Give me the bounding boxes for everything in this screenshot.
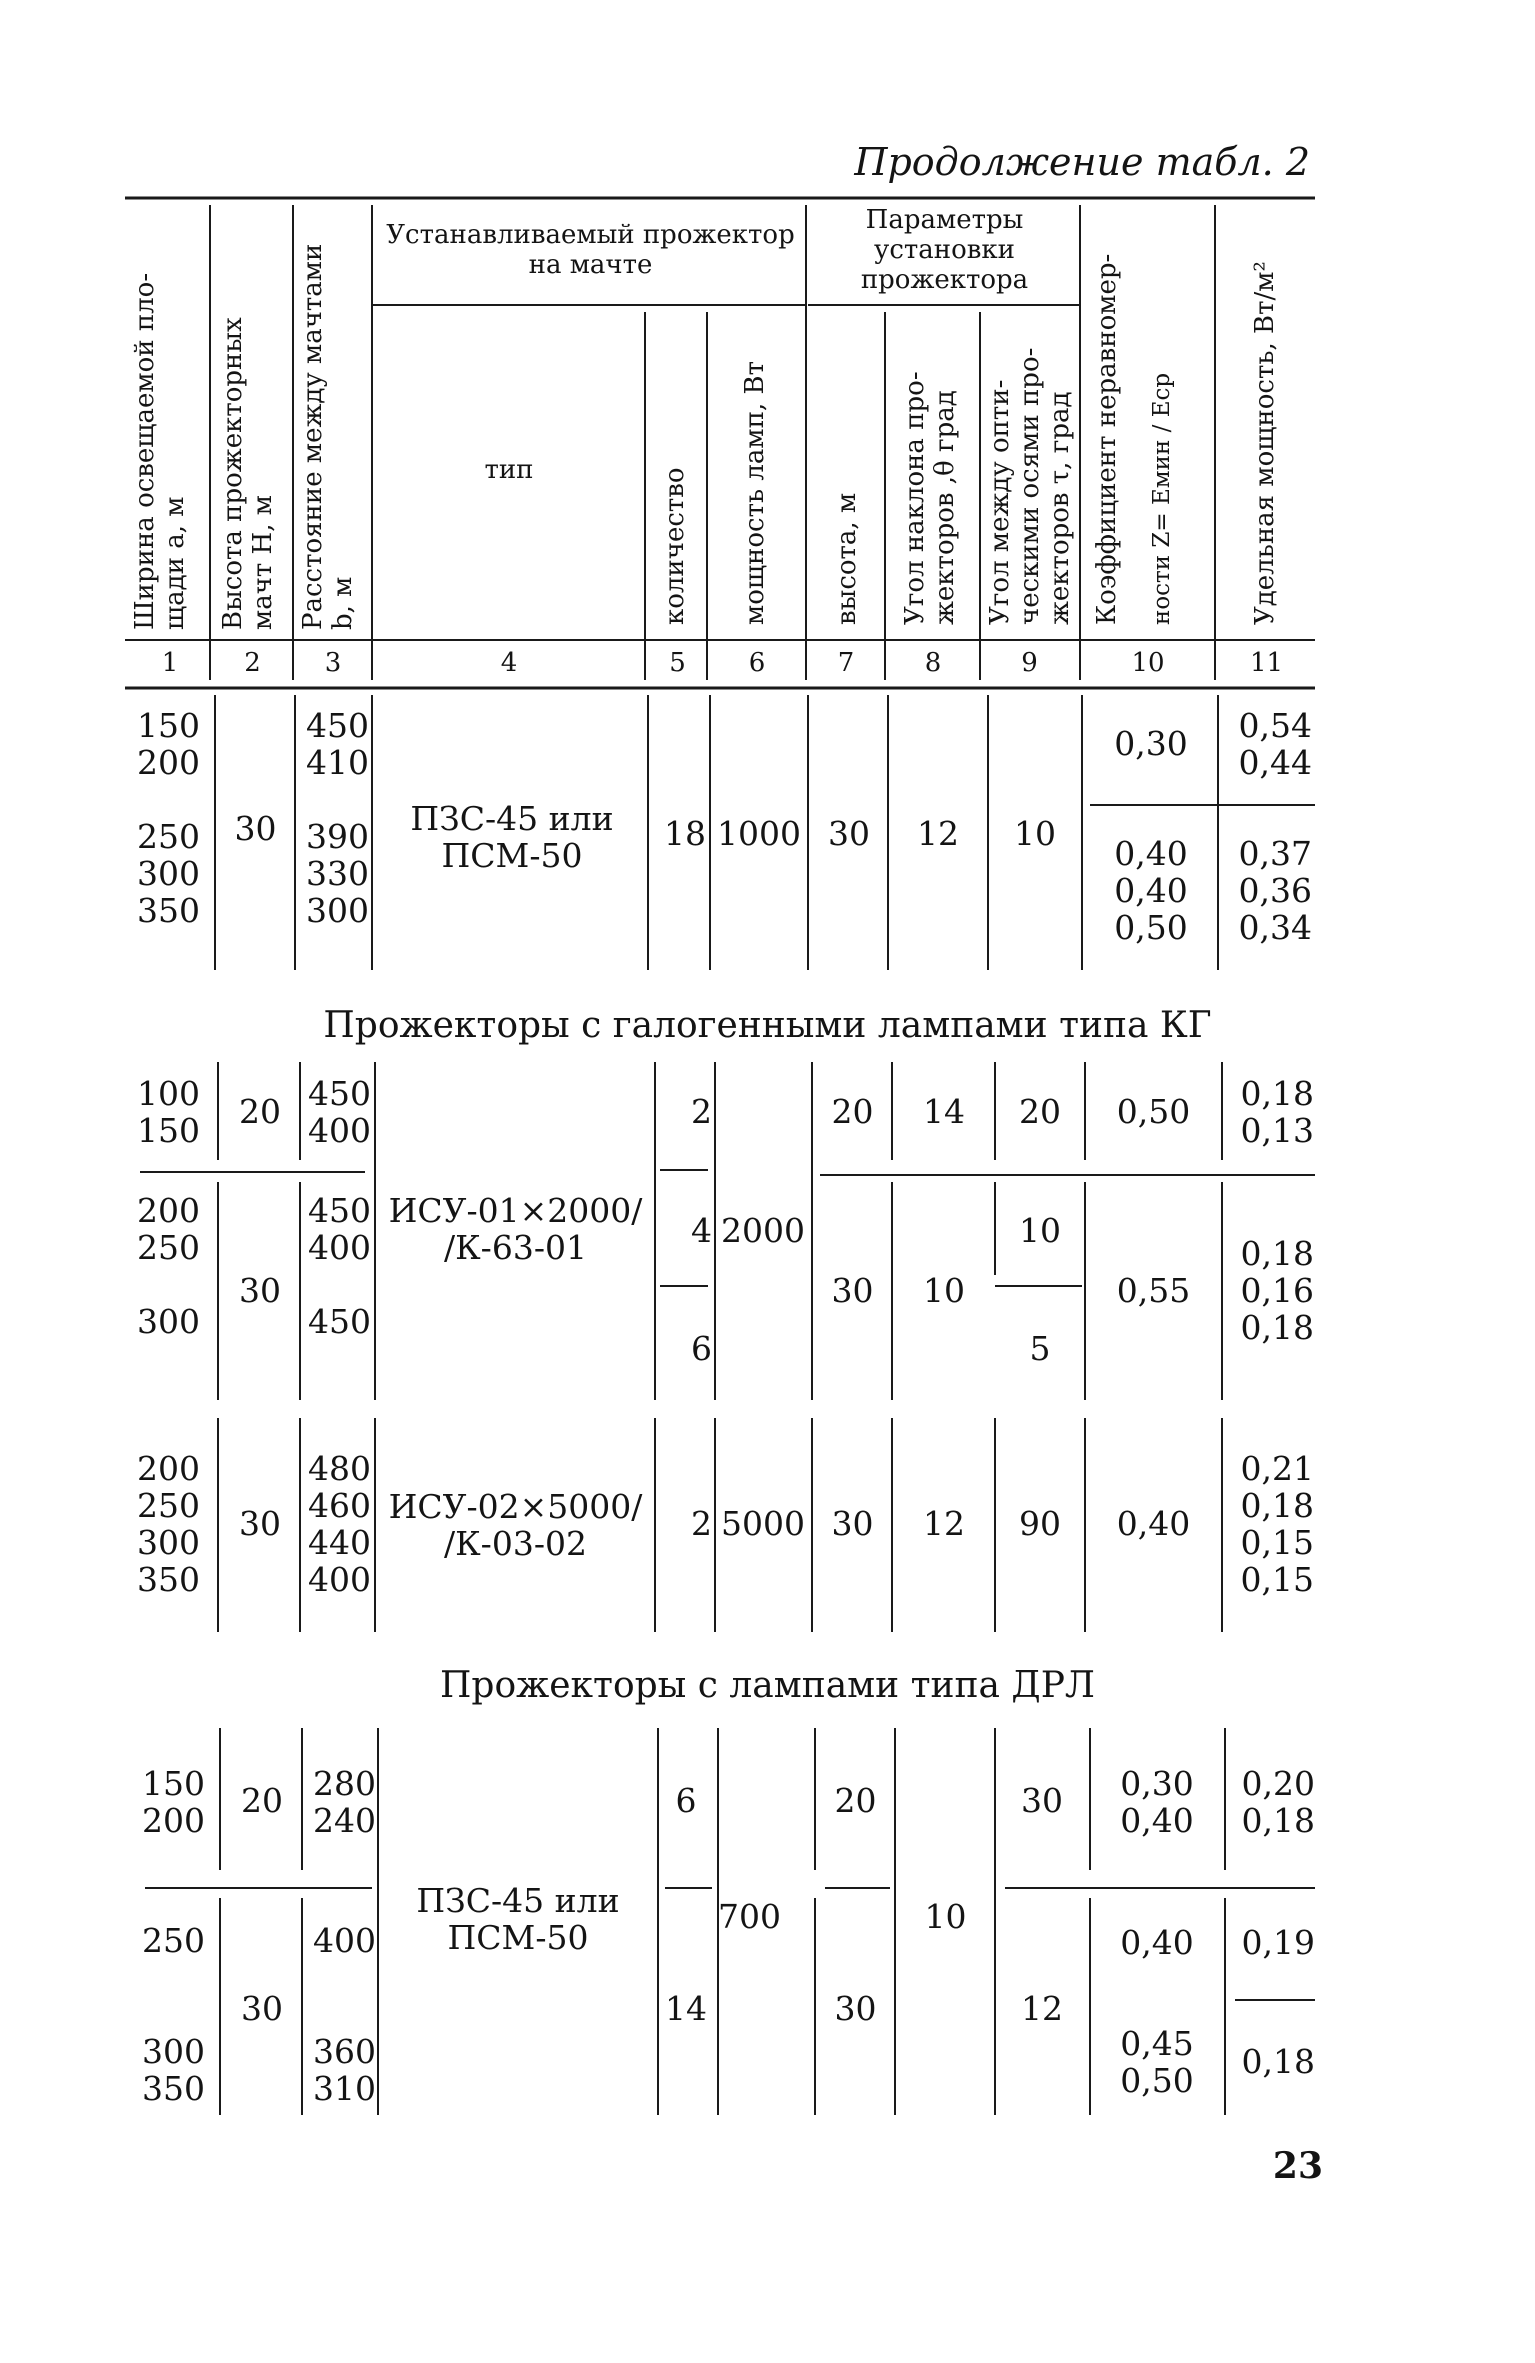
b4-angle-2: 12	[1021, 1989, 1063, 2028]
section-kg-title: Прожекторы с галогенными лампами типа КГ	[323, 1005, 1212, 1046]
colnum-7: 7	[837, 648, 855, 678]
b1-distance: 450 410 390 330 300	[306, 706, 369, 930]
b3-distance: 480 460 440 400	[308, 1449, 371, 1599]
b4-w-2: 0,19	[1241, 1923, 1315, 1962]
colnum-6: 6	[748, 648, 766, 678]
b2-width-1: 100 150	[137, 1074, 200, 1150]
b3-mast-height: 30	[239, 1504, 281, 1543]
b2-angle-2b: 5	[1029, 1329, 1051, 1368]
b4-qty-1: 6	[675, 1781, 697, 1820]
b4-height-1: 20	[834, 1781, 877, 1820]
header-group-projector: Устанавливаемый прожектор на мачте	[386, 220, 795, 280]
b2-type: ИСУ-01×2000/ /К-63-01	[388, 1191, 643, 1267]
header-col10-line2: ности Z= Eмин / Eср	[1149, 372, 1175, 625]
b1-tilt: 12	[917, 814, 959, 853]
header-col8-line2: жекторов ,θ град	[930, 390, 960, 625]
b3-angle: 90	[1019, 1504, 1061, 1543]
header-col6: мощность ламп, Вт	[740, 361, 770, 625]
b2-tilt-2: 10	[923, 1271, 965, 1310]
b2-angle-2a: 10	[1019, 1211, 1061, 1250]
b1-power: 1000	[717, 814, 801, 853]
b1-angle: 10	[1014, 814, 1056, 853]
b4-z-1: 0,30 0,40	[1120, 1764, 1194, 1840]
header-col9	[985, 348, 1075, 625]
header-col7: высота, м	[832, 492, 862, 625]
header-col3	[298, 244, 358, 630]
b4-distance-1: 280 240	[313, 1764, 376, 1840]
b2-mast-height-2: 30	[239, 1271, 281, 1310]
header-col10	[1092, 254, 1177, 625]
b4-w-1: 0,20 0,18	[1241, 1764, 1315, 1840]
b4-z-3: 0,45 0,50	[1120, 2024, 1194, 2100]
header-col9-line1: Угол между опти-	[985, 379, 1015, 625]
b2-width-2: 200 250 300	[137, 1191, 200, 1341]
header-col9-line3: жекторов τ, град	[1045, 391, 1075, 625]
colnum-3: 3	[324, 648, 342, 678]
b2-mast-height-1: 20	[239, 1092, 281, 1131]
b4-power: 700	[718, 1897, 781, 1936]
b2-z-1: 0,50	[1116, 1092, 1191, 1131]
b2-qty-1: 2	[691, 1092, 712, 1131]
header-col1-line1: Ширина освещаемой пло-	[130, 272, 160, 630]
colnum-1: 1	[161, 648, 179, 678]
page-number: 23	[1272, 2145, 1323, 2187]
b4-z-2: 0,40	[1120, 1923, 1194, 1962]
b1-z-bottom: 0,40 0,40 0,50	[1114, 834, 1188, 947]
b2-height-1: 20	[831, 1092, 874, 1131]
b3-z: 0,40	[1116, 1504, 1191, 1543]
colnum-8: 8	[924, 648, 942, 678]
b2-distance-2: 450 400 450	[308, 1191, 371, 1341]
colnum-5: 5	[669, 648, 686, 678]
b4-distance-2: 400 360 310	[313, 1921, 376, 2108]
b4-tilt: 10	[924, 1897, 967, 1936]
colnum-2: 2	[244, 648, 261, 678]
b2-qty-3: 6	[691, 1329, 712, 1368]
b4-width-2: 250 300 350	[142, 1921, 205, 2108]
colnum-10: 10	[1131, 648, 1165, 678]
b4-type: ПЗС-45 или ПСМ-50	[416, 1881, 620, 1957]
colnum-9: 9	[1021, 648, 1038, 678]
header-col10-line1: Коэффициент неравномер-	[1092, 253, 1122, 625]
b1-w-bottom: 0,37 0,36 0,34	[1238, 834, 1312, 947]
b3-w: 0,21 0,18 0,15 0,15	[1240, 1449, 1314, 1599]
header-group-params: Параметры установки прожектора	[860, 205, 1029, 295]
colnum-4: 4	[500, 648, 518, 678]
b2-distance-1: 450 400	[308, 1074, 371, 1150]
b2-angle-1: 20	[1019, 1092, 1061, 1131]
header-col11: Удельная мощность, Вт/м²	[1250, 261, 1280, 625]
b4-angle-1: 30	[1021, 1781, 1063, 1820]
b3-qty: 2	[691, 1504, 712, 1543]
header-col2-line2: мачт H, м	[248, 495, 278, 630]
header-col8	[900, 371, 960, 625]
b4-height-2: 30	[834, 1989, 877, 2028]
b4-qty-2: 14	[665, 1989, 707, 2028]
b1-w-top: 0,54 0,44	[1238, 706, 1312, 782]
b1-mast-height: 30	[234, 809, 277, 848]
header-col2	[218, 317, 278, 630]
b2-tilt-1: 14	[923, 1092, 965, 1131]
header-col8-line1: Угол наклона про-	[900, 371, 930, 625]
b2-z-2: 0,55	[1116, 1271, 1191, 1310]
table-caption: Продолжение табл. 2	[854, 140, 1310, 184]
b1-height: 30	[828, 814, 870, 853]
b2-w-1: 0,18 0,13	[1240, 1074, 1314, 1150]
b2-w-2: 0,18 0,16 0,18	[1240, 1234, 1314, 1347]
b3-type: ИСУ-02×5000/ /К-03-02	[388, 1487, 643, 1563]
header-col3-line2: b, м	[328, 576, 358, 630]
b1-type: ПЗС-45 или ПСМ-50	[410, 799, 614, 875]
b2-power: 2000	[721, 1211, 805, 1250]
b1-z-top: 0,30	[1114, 724, 1188, 763]
header-col9-line2: ческими осями про-	[1015, 347, 1045, 625]
b2-height-2: 30	[831, 1271, 874, 1310]
header-col4: тип	[484, 455, 534, 485]
b1-width: 150 200 250 300 350	[137, 706, 200, 930]
b2-qty-2: 4	[691, 1211, 712, 1250]
b1-qty: 18	[664, 814, 706, 853]
b4-width-1: 150 200	[142, 1764, 205, 1840]
b4-w-3: 0,18	[1241, 2042, 1315, 2081]
b4-mast-height-1: 20	[241, 1781, 283, 1820]
b3-tilt: 12	[923, 1504, 965, 1543]
b4-mast-height-2: 30	[241, 1989, 283, 2028]
header-col1-line2: щади a, м	[160, 496, 190, 630]
header-col5: количество	[660, 467, 690, 625]
colnum-11: 11	[1249, 648, 1284, 678]
b3-width: 200 250 300 350	[137, 1449, 200, 1599]
header-col3-line1: Расстояние между мачтами	[298, 243, 328, 630]
header-col2-line1: Высота прожекторных	[218, 317, 248, 630]
b3-height: 30	[831, 1504, 874, 1543]
section-drl-title: Прожекторы с лампами типа ДРЛ	[440, 1665, 1095, 1706]
b3-power: 5000	[721, 1504, 805, 1543]
header-col1	[130, 273, 190, 630]
